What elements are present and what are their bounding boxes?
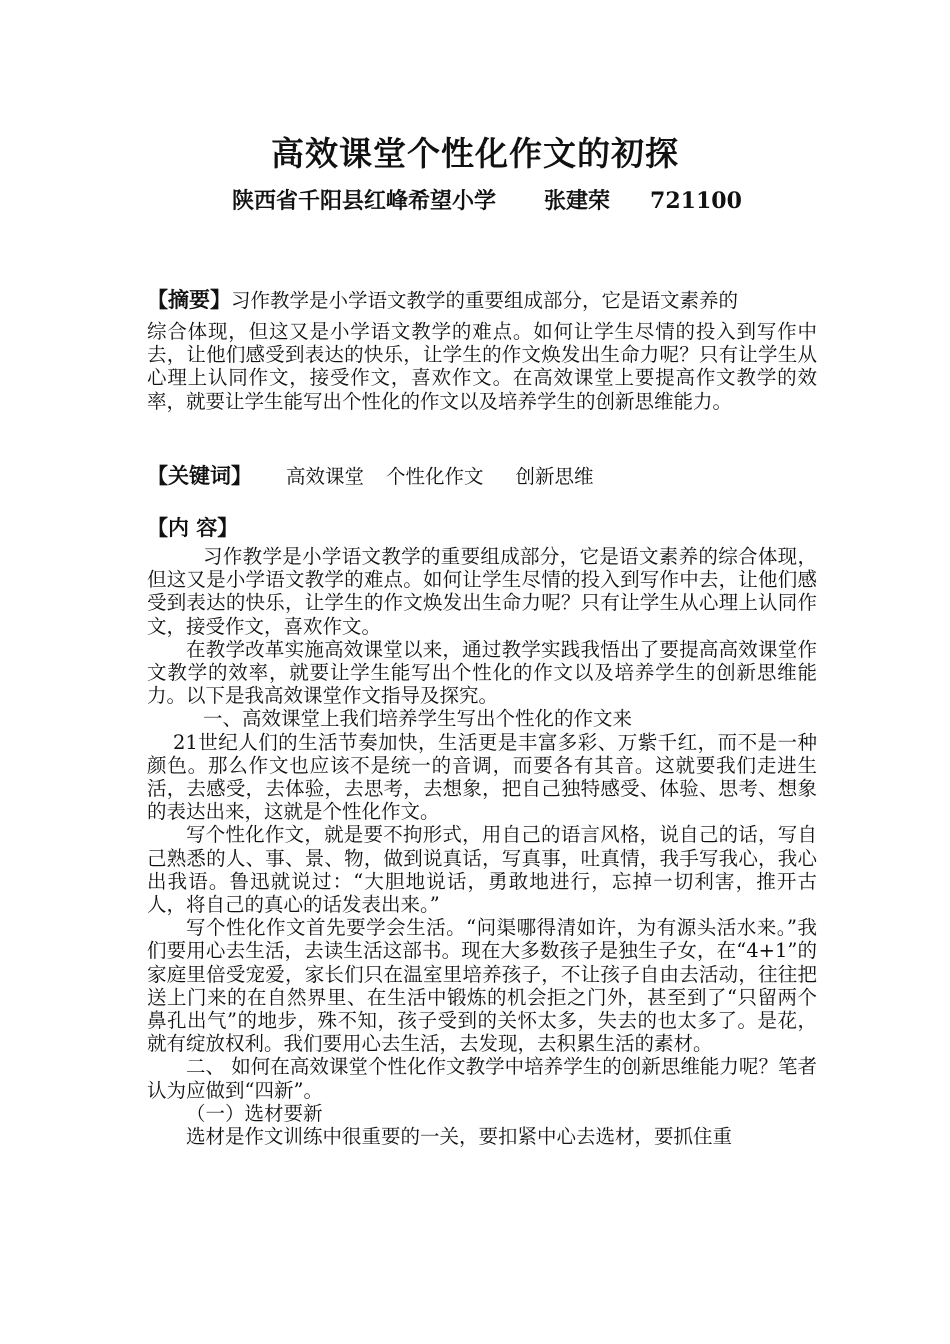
- keyword-1: 高效课堂: [286, 465, 365, 488]
- body-text: [147, 545, 817, 1148]
- section-heading: 一、高效课堂上我们培养学生写出个性化的作文来: [203, 707, 633, 731]
- subsection-heading: （一）选材要新: [186, 1101, 323, 1125]
- section-heading: 二、 如何在高效课堂个性化作文教学中培养学生的创新思维能力呢？笔者认为应做到“四新”。: [147, 1055, 817, 1102]
- keywords-line: [147, 460, 594, 490]
- abstract-label: 【摘要】: [147, 287, 231, 312]
- author-postcode: 721100: [650, 188, 742, 214]
- body-paragraph: 在教学改革实施高效课堂以来，通过教学实践我悟出了要提高高效课堂作文教学的效率，就要让学生能写出个性化的作文以及培养学生的创新思维能力。以下是我高效课堂作文指导及探究。: [147, 637, 817, 708]
- body-paragraph: 写个性化作文首先要学会生活。“问渠哪得清如许，为有源头活水来。”我们要用心去生活，去读生活这部书。现在大多数孩子是独生子女，在“4+1”的家庭里倍受宠爱，家长们只在温室里培养孩子，不让孩子自由去活动，往往把送上门来的在自然界里、在生活中锻炼的机会拒之门外，甚至到了“只留两个鼻孔出气”的地步，殊不知，孩子受到的关怀太多，失去的也太多了。是花，就有绽放权利。我们要用心去生活，去发现，去积累生活的素材。: [147, 916, 817, 1056]
- content-label: 【内 容】: [147, 515, 239, 540]
- keyword-2: 个性化作文: [386, 465, 484, 488]
- author-line: [232, 184, 742, 215]
- body-paragraph: 写个性化作文，就是要不拘形式，用自己的语言风格，说自己的话，写自己熟悉的人、事、景、物，做到说真话，写真事，吐真情，我手写我心，我心出我语。鲁迅就说过：“大胆地说话，勇敢地进行，忘掉一切利害，推开古人，将自己的真心的话发表出来。”: [147, 823, 817, 917]
- author-school: 陕西省千阳县红峰希望小学: [232, 188, 497, 214]
- author-name: 张建荣: [544, 188, 611, 214]
- body-paragraph: 21世纪人们的生活节奏加快，生活更是丰富多彩、万紫千红，而不是一种颜色。那么作文也应该不是统一的音调，而要各有其音。这就要我们走进生活，去感受，去体验，去思考，去想象，把自己独特感受、体验、思考、想象的表达出来，这就是个性化作文。: [147, 730, 817, 824]
- keyword-3: 创新思维: [515, 465, 594, 488]
- abstract-first-line: 习作教学是小学语文教学的重要组成部分，它是语文素养的: [231, 289, 739, 312]
- document-title: 高效课堂个性化作文的初探: [271, 134, 679, 173]
- keywords-label: 【关键词】: [147, 463, 252, 488]
- body-paragraph: 习作教学是小学语文教学的重要组成部分，它是语文素养的综合体现，但这又是小学语文教学的难点。如何让学生尽情的投入到写作中去，让他们感受到表达的快乐，让学生的作文焕发出生命力呢？只有让学生从心理上认同作文，接受作文，喜欢作文。: [147, 545, 817, 638]
- body-paragraph: 选材是作文训练中很重要的一关，要扣紧中心去选材，要抓住重: [186, 1125, 733, 1149]
- abstract-section: [147, 286, 817, 413]
- abstract-text: 综合体现，但这又是小学语文教学的难点。如何让学生尽情的投入到写作中去，让他们感受到表达的快乐，让学生的作文焕发出生命力呢？只有让学生从心理上认同作文，接受作文，喜欢作文。在高效课堂上要提高作文教学的效率，就要让学生能写出个性化的作文以及培养学生的创新思维能力。: [147, 320, 817, 413]
